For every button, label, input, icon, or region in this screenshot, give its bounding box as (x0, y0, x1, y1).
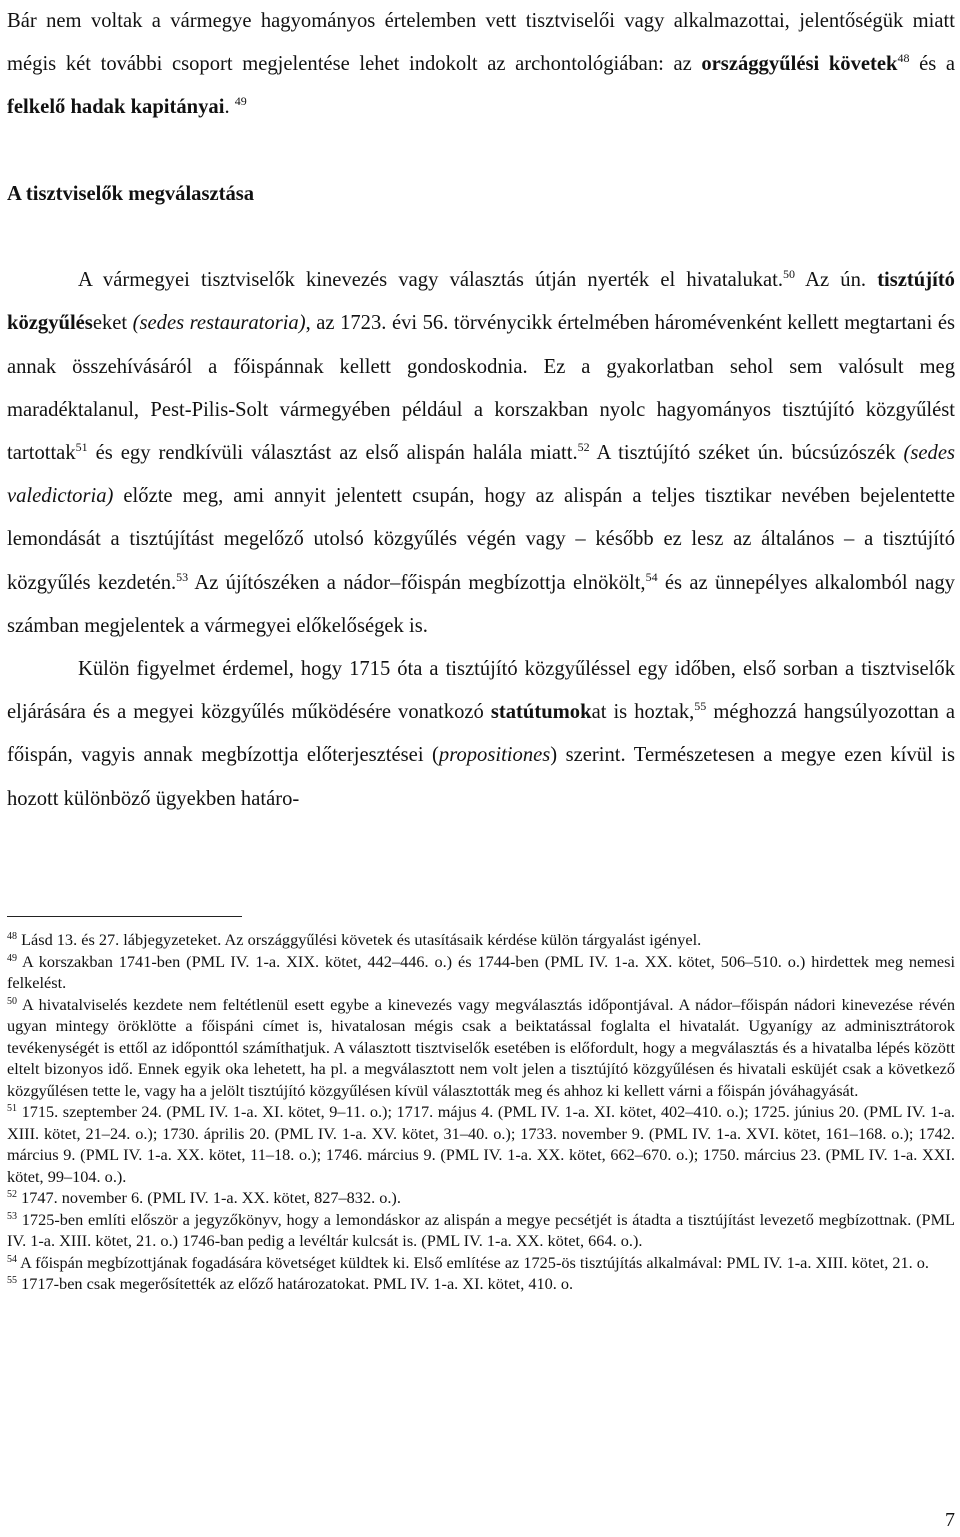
footnote (7, 994, 955, 1102)
footnote-ref[interactable]: 48 (897, 51, 910, 66)
footnote-number: 52 (7, 1189, 17, 1200)
bold-term: tisztújító közgyűlés (7, 269, 955, 335)
footnote-text: 1747. november 6. (PML IV. 1-a. XX. kötet, 827–832. o.). (21, 1188, 401, 1207)
footnote-number: 49 (7, 952, 17, 964)
footnote-number: 55 (7, 1275, 17, 1286)
footnote-number: 53 (7, 1210, 17, 1222)
text-run: ) szerint. Természetesen a megye ezen kívül is hozott különböző ügyekben határo- (7, 744, 956, 810)
footnote-ref[interactable]: 52 (577, 440, 590, 454)
footnote (7, 929, 955, 951)
page-number: 7 (945, 1509, 955, 1531)
section-heading: A tisztviselők megválasztása (7, 182, 255, 205)
footnote (7, 1101, 955, 1187)
text-run: . (224, 96, 230, 119)
footnote-number: 54 (7, 1253, 17, 1265)
footnote-separator (7, 916, 242, 917)
footnote-ref[interactable]: 53 (176, 569, 189, 584)
text-run: eket (92, 312, 133, 335)
footnote (7, 951, 955, 994)
footnote-text: A főispán megbízottjának fogadására követséget küldtek ki. Első említése az 1725-ös tisztújítás alkalmával: PML IV. 1-a. XIII. kötet, 21. o. (20, 1252, 929, 1272)
paragraph-3 (7, 648, 955, 821)
spacer (7, 216, 955, 259)
footnote (7, 1187, 955, 1209)
footnote-ref[interactable]: 55 (694, 699, 707, 714)
italic-term: propositiones (438, 744, 551, 767)
footnote-text: 1717-ben csak megerősítették az előző határozatokat. PML IV. 1-a. XI. kötet, 410. o. (21, 1274, 574, 1293)
paragraph-1 (7, 0, 955, 130)
text-run: és az ünnepélyes alkalomból nagy számban megjelentek a vármegyei előkelőségek is. (7, 571, 955, 637)
footnote-ref[interactable]: 51 (75, 440, 88, 454)
footnote-text: 1725-ben említi először a jegyzőkönyv, hogy a lemondáskor az alispán a megye pecsétjét is átadta a tisztújítást levezető megbízottnak. (PML IV. 1-a. XIII. kötet, 21. o.) 1746-ban pedig a levéltár kulcsát is. (PML IV. 1-a. XX. kötet, 664. o.). (7, 1209, 956, 1250)
text-run: Az ún. (795, 269, 878, 292)
footnote (7, 1209, 955, 1252)
footnote-number: 51 (7, 1103, 17, 1114)
footnote-number: 48 (7, 931, 17, 942)
text-run: Bár nem voltak a vármegye hagyományos értelemben vett tisztviselői vagy alkalmazottai, jelentőségük miatt mégis két további csoport megjelentése lehet indokolt az archontológiában: az (7, 10, 955, 76)
bold-term: felkelő hadak kapitányai (7, 96, 225, 119)
text-run: méghozzá hangsúlyozottan a főispán, vagyis annak megbízottja előterjesztései ( (7, 701, 955, 767)
footnote (7, 1273, 955, 1295)
footnote-number: 50 (7, 995, 17, 1007)
text-run: A vármegyei tisztviselők kinevezés vagy választás útján nyerték el hivatalukat. (78, 269, 784, 292)
text-run: A tisztújító széket ún. búcsúzószék (589, 442, 904, 464)
footnotes (7, 929, 955, 1295)
text-run: at is hoztak, (591, 701, 695, 724)
spacer (7, 130, 955, 173)
footnote-ref[interactable]: 54 (645, 569, 658, 584)
text-run: Külön figyelmet érdemel, hogy 1715 óta a tisztújító közgyűléssel egy időben, első sorban a tisztviselők eljárására és a megyei közgyűlés működésére vonatkozó (7, 658, 955, 724)
footnote (7, 1252, 955, 1274)
footnote-text: Lásd 13. és 27. lábjegyzeteket. Az országgyűlési követek és utasításaik kérdése külön tárgyalást igényel. (21, 930, 702, 949)
text-run: előzte meg, ami annyit jelentett csupán, hogy az alispán a teljes tisztikar nevében bejelentette lemondását a tisztújítást megelőző utolsó közgyűlés végén vagy – később ez lesz az általános – a tisztújító közgyűlés kezdetén. (7, 485, 955, 594)
text-run: Az újítószéken a nádor–főispán megbízottja elnökölt, (188, 571, 646, 594)
italic-term: (sedes restauratoria) (132, 312, 306, 335)
bold-term: országgyűlési követek (701, 53, 898, 76)
footnote-ref[interactable]: 50 (783, 267, 796, 282)
italic-term: (sedes valedictoria) (7, 442, 955, 508)
text-run: , az 1723. évi 56. törvénycikk értelmében háromévenként kellett megtartani és annak összehívásáról a főispánnak kellett gondoskodnia. Ez a gyakorlatban sehol sem valósult meg maradéktalanul, Pest-Pilis-Solt vármegyében például a korszakban nyolc hagyományos tisztújító közgyűlést tartottak (7, 312, 955, 464)
bold-term: statútumok (490, 701, 592, 724)
main-text (7, 0, 955, 821)
footnote-text: A korszakban 1741-ben (PML IV. 1-a. XIX. kötet, 442–446. o.) és 1744-ben (PML IV. 1-a. XX. kötet, 506–510. o.) hirdettek meg nemesi felkelést. (7, 951, 955, 992)
paragraph-2 (7, 259, 955, 648)
footnote-ref[interactable]: 49 (234, 94, 247, 109)
footnote-text: A hivatalviselés kezdete nem feltétlenül esett egybe a kinevezés vagy megválasztás időpontjával. A nádor–főispán nádori kinevezése révén ugyan mintegy öröklötte a főispáni címet is, hivatalosan mégis csak a beiktatással foglalta el hivatalát. Ugyanígy az adminisztrátorok tevékenységét is ettől az időponttól számíthatjuk. A választott tisztviselők esetében is előfordult, hogy a megválasztás és a hivatalba lépés között eltelt bizonyos idő. Ennek egyik oka lehetett, ha pl. a megválasztott nem volt jelen a tisztújító közgyűlésen és hivatali esküjét csak a következő közgyűlésen tette le, vagy ha a jelölt tisztújító közgyűlésen kívül választották meg és ahhoz ki kellett várni a főispán jóváhagyását. (7, 994, 955, 1100)
text-run: és egy rendkívüli választást az első alispán halála miatt. (87, 442, 578, 464)
footnote-text: 1715. szeptember 24. (PML IV. 1-a. XI. kötet, 9–11. o.); 1717. május 4. (PML IV. 1-a. XI. kötet, 402–410. o.); 1725. június 20. (PML IV. 1-a. XIII. kötet, 21–24. o.); 1730. április 20. (PML IV. 1-a. XV. kötet, 31–40. o.); 1733. november 9. (PML IV. 1-a. XVI. kötet, 161–168. o.); 1742. március 9. (PML IV. 1-a. XX. kötet, 11–18. o.); 1746. március 9. (PML IV. 1-a. XX. kötet, 662–670. o.); 1750. március 23. (PML IV. 1-a. XXI. kötet, 99–104. o.). (7, 1102, 956, 1186)
text-run: és a (909, 53, 956, 76)
